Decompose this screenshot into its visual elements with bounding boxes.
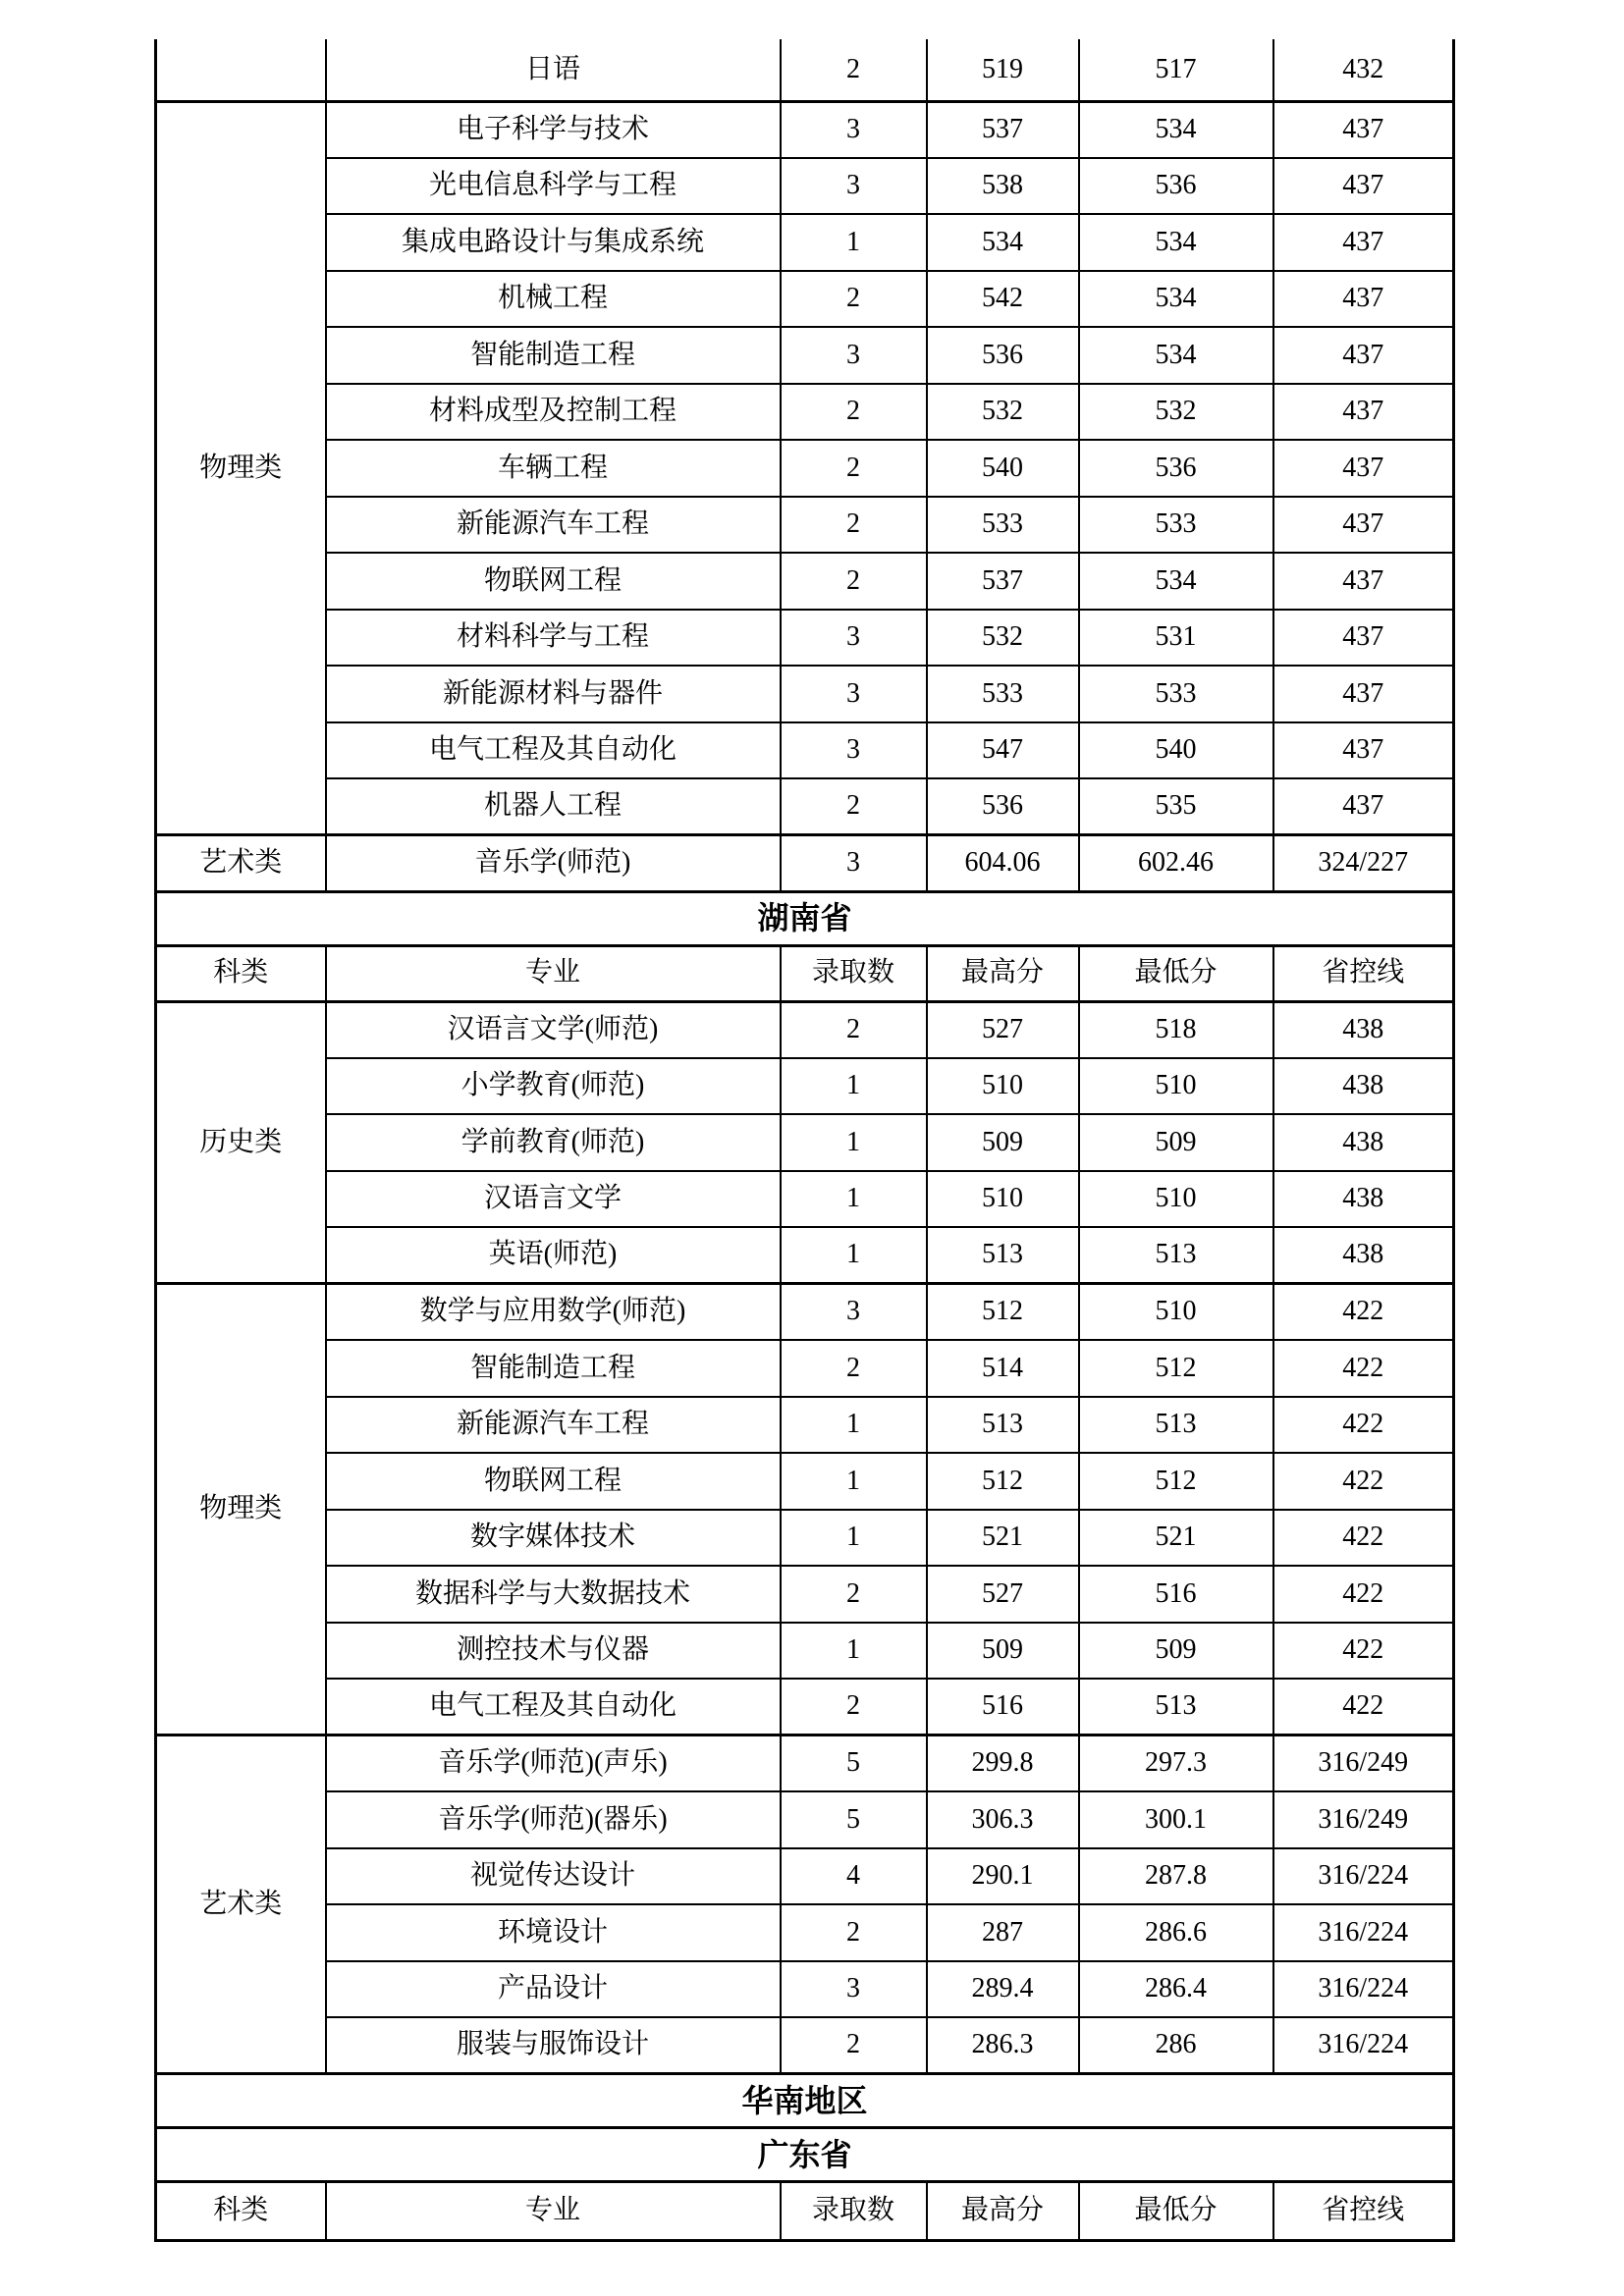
count-cell: 2 [781,497,927,554]
control-line-cell: 437 [1273,440,1454,497]
control-line-cell: 437 [1273,553,1454,610]
max-score-cell: 290.1 [927,1848,1079,1905]
count-cell: 2 [781,778,927,835]
column-header-cell: 省控线 [1273,2182,1454,2241]
major-cell: 智能制造工程 [326,1340,781,1397]
major-cell: 新能源汽车工程 [326,497,781,554]
major-cell: 英语(师范) [326,1227,781,1284]
max-score-cell: 289.4 [927,1961,1079,2018]
max-score-cell: 510 [927,1058,1079,1115]
count-cell: 3 [781,835,927,892]
min-score-cell: 535 [1079,778,1273,835]
min-score-cell: 516 [1079,1566,1273,1623]
max-score-cell: 510 [927,1171,1079,1228]
control-line-cell: 438 [1273,1114,1454,1171]
count-cell: 5 [781,1735,927,1792]
count-cell: 2 [781,1904,927,1961]
min-score-cell: 287.8 [1079,1848,1273,1905]
max-score-cell: 537 [927,553,1079,610]
major-cell: 数字媒体技术 [326,1510,781,1567]
max-score-cell: 536 [927,327,1079,384]
control-line-cell: 316/224 [1273,1961,1454,2018]
max-score-cell: 540 [927,440,1079,497]
control-line-cell: 437 [1273,327,1454,384]
min-score-cell: 540 [1079,722,1273,779]
count-cell: 1 [781,214,927,271]
count-cell: 1 [781,1510,927,1567]
control-line-cell: 422 [1273,1679,1454,1735]
min-score-cell: 532 [1079,384,1273,441]
max-score-cell: 536 [927,778,1079,835]
min-score-cell: 521 [1079,1510,1273,1567]
column-header-cell: 录取数 [781,2182,927,2241]
major-cell: 新能源汽车工程 [326,1397,781,1454]
column-header-cell: 科类 [156,945,326,1001]
max-score-cell: 533 [927,666,1079,722]
count-cell: 3 [781,610,927,667]
min-score-cell: 510 [1079,1284,1273,1341]
major-cell: 材料成型及控制工程 [326,384,781,441]
min-score-cell: 536 [1079,158,1273,215]
control-line-cell: 437 [1273,610,1454,667]
control-line-cell: 422 [1273,1453,1454,1510]
max-score-cell: 547 [927,722,1079,779]
min-score-cell: 536 [1079,440,1273,497]
major-cell: 学前教育(师范) [326,1114,781,1171]
max-score-cell: 306.3 [927,1791,1079,1848]
control-line-cell: 422 [1273,1340,1454,1397]
count-cell: 1 [781,1114,927,1171]
count-cell: 2 [781,384,927,441]
major-cell: 新能源材料与器件 [326,666,781,722]
max-score-cell: 527 [927,1566,1079,1623]
min-score-cell: 534 [1079,271,1273,328]
count-cell: 3 [781,1961,927,2018]
control-line-cell: 422 [1273,1566,1454,1623]
control-line-cell: 316/224 [1273,1904,1454,1961]
control-line-cell: 422 [1273,1623,1454,1680]
control-line-cell: 437 [1273,666,1454,722]
max-score-cell: 514 [927,1340,1079,1397]
count-cell: 1 [781,1397,927,1454]
count-cell: 2 [781,39,927,101]
count-cell: 1 [781,1171,927,1228]
column-header-cell: 最高分 [927,2182,1079,2241]
max-score-cell: 516 [927,1679,1079,1735]
control-line-cell: 437 [1273,158,1454,215]
control-line-cell: 437 [1273,778,1454,835]
major-cell: 材料科学与工程 [326,610,781,667]
max-score-cell: 509 [927,1114,1079,1171]
major-cell: 汉语言文学 [326,1171,781,1228]
count-cell: 3 [781,722,927,779]
min-score-cell: 297.3 [1079,1735,1273,1792]
major-cell: 产品设计 [326,1961,781,2018]
major-cell: 电气工程及其自动化 [326,722,781,779]
major-cell: 服装与服饰设计 [326,2017,781,2074]
count-cell: 2 [781,553,927,610]
control-line-cell: 422 [1273,1284,1454,1341]
min-score-cell: 517 [1079,39,1273,101]
major-cell: 机器人工程 [326,778,781,835]
category-cell: 物理类 [156,1284,326,1735]
category-cell: 艺术类 [156,835,326,892]
major-cell: 车辆工程 [326,440,781,497]
max-score-cell: 538 [927,158,1079,215]
control-line-cell: 438 [1273,1001,1454,1058]
region-header: 华南地区 [156,2074,1454,2128]
min-score-cell: 286.6 [1079,1904,1273,1961]
max-score-cell: 604.06 [927,835,1079,892]
count-cell: 2 [781,2017,927,2074]
max-score-cell: 287 [927,1904,1079,1961]
control-line-cell: 437 [1273,384,1454,441]
major-cell: 物联网工程 [326,553,781,610]
major-cell: 环境设计 [326,1904,781,1961]
major-cell: 电子科学与技术 [326,101,781,158]
min-score-cell: 513 [1079,1397,1273,1454]
major-cell: 集成电路设计与集成系统 [326,214,781,271]
min-score-cell: 513 [1079,1679,1273,1735]
column-header-cell: 最低分 [1079,2182,1273,2241]
major-cell: 音乐学(师范)(器乐) [326,1791,781,1848]
control-line-cell: 422 [1273,1397,1454,1454]
count-cell: 2 [781,1340,927,1397]
control-line-cell: 316/224 [1273,2017,1454,2074]
max-score-cell: 532 [927,384,1079,441]
control-line-cell: 437 [1273,497,1454,554]
min-score-cell: 602.46 [1079,835,1273,892]
min-score-cell: 534 [1079,327,1273,384]
min-score-cell: 509 [1079,1114,1273,1171]
min-score-cell: 300.1 [1079,1791,1273,1848]
min-score-cell: 533 [1079,666,1273,722]
max-score-cell: 286.3 [927,2017,1079,2074]
max-score-cell: 512 [927,1453,1079,1510]
max-score-cell: 521 [927,1510,1079,1567]
max-score-cell: 537 [927,101,1079,158]
max-score-cell: 519 [927,39,1079,101]
control-line-cell: 437 [1273,214,1454,271]
control-line-cell: 437 [1273,271,1454,328]
min-score-cell: 531 [1079,610,1273,667]
min-score-cell: 286 [1079,2017,1273,2074]
major-cell: 小学教育(师范) [326,1058,781,1115]
category-cell [156,39,326,101]
column-header-cell: 专业 [326,945,781,1001]
major-cell: 汉语言文学(师范) [326,1001,781,1058]
province-header: 湖南省 [156,891,1454,945]
major-cell: 物联网工程 [326,1453,781,1510]
control-line-cell: 316/249 [1273,1735,1454,1792]
major-cell: 日语 [326,39,781,101]
count-cell: 2 [781,440,927,497]
category-cell: 艺术类 [156,1735,326,2074]
min-score-cell: 510 [1079,1058,1273,1115]
count-cell: 5 [781,1791,927,1848]
major-cell: 数学与应用数学(师范) [326,1284,781,1341]
min-score-cell: 509 [1079,1623,1273,1680]
count-cell: 3 [781,101,927,158]
count-cell: 1 [781,1058,927,1115]
min-score-cell: 513 [1079,1227,1273,1284]
major-cell: 音乐学(师范) [326,835,781,892]
max-score-cell: 299.8 [927,1735,1079,1792]
min-score-cell: 512 [1079,1453,1273,1510]
min-score-cell: 286.4 [1079,1961,1273,2018]
min-score-cell: 510 [1079,1171,1273,1228]
column-header-cell: 科类 [156,2182,326,2241]
min-score-cell: 518 [1079,1001,1273,1058]
max-score-cell: 542 [927,271,1079,328]
column-header-cell: 专业 [326,2182,781,2241]
major-cell: 测控技术与仪器 [326,1623,781,1680]
control-line-cell: 422 [1273,1510,1454,1567]
major-cell: 电气工程及其自动化 [326,1679,781,1735]
count-cell: 2 [781,1001,927,1058]
count-cell: 2 [781,271,927,328]
control-line-cell: 316/249 [1273,1791,1454,1848]
major-cell: 音乐学(师范)(声乐) [326,1735,781,1792]
count-cell: 1 [781,1227,927,1284]
count-cell: 3 [781,666,927,722]
max-score-cell: 509 [927,1623,1079,1680]
major-cell: 视觉传达设计 [326,1848,781,1905]
min-score-cell: 534 [1079,214,1273,271]
admissions-table [154,39,1455,2242]
control-line-cell: 432 [1273,39,1454,101]
max-score-cell: 533 [927,497,1079,554]
control-line-cell: 324/227 [1273,835,1454,892]
major-cell: 机械工程 [326,271,781,328]
min-score-cell: 534 [1079,553,1273,610]
max-score-cell: 532 [927,610,1079,667]
category-cell: 历史类 [156,1001,326,1284]
min-score-cell: 534 [1079,101,1273,158]
major-cell: 光电信息科学与工程 [326,158,781,215]
max-score-cell: 513 [927,1397,1079,1454]
max-score-cell: 534 [927,214,1079,271]
max-score-cell: 513 [927,1227,1079,1284]
column-header-cell: 最高分 [927,945,1079,1001]
major-cell: 智能制造工程 [326,327,781,384]
control-line-cell: 437 [1273,722,1454,779]
control-line-cell: 438 [1273,1171,1454,1228]
count-cell: 3 [781,327,927,384]
count-cell: 1 [781,1623,927,1680]
control-line-cell: 437 [1273,101,1454,158]
count-cell: 1 [781,1453,927,1510]
max-score-cell: 512 [927,1284,1079,1341]
major-cell: 数据科学与大数据技术 [326,1566,781,1623]
max-score-cell: 527 [927,1001,1079,1058]
control-line-cell: 438 [1273,1058,1454,1115]
min-score-cell: 533 [1079,497,1273,554]
column-header-cell: 录取数 [781,945,927,1001]
count-cell: 3 [781,1284,927,1341]
count-cell: 2 [781,1566,927,1623]
count-cell: 3 [781,158,927,215]
category-cell: 物理类 [156,101,326,835]
column-header-cell: 最低分 [1079,945,1273,1001]
count-cell: 2 [781,1679,927,1735]
min-score-cell: 512 [1079,1340,1273,1397]
control-line-cell: 316/224 [1273,1848,1454,1905]
control-line-cell: 438 [1273,1227,1454,1284]
count-cell: 4 [781,1848,927,1905]
admissions-table-body [156,39,1454,2241]
column-header-cell: 省控线 [1273,945,1454,1001]
province-header: 广东省 [156,2128,1454,2182]
